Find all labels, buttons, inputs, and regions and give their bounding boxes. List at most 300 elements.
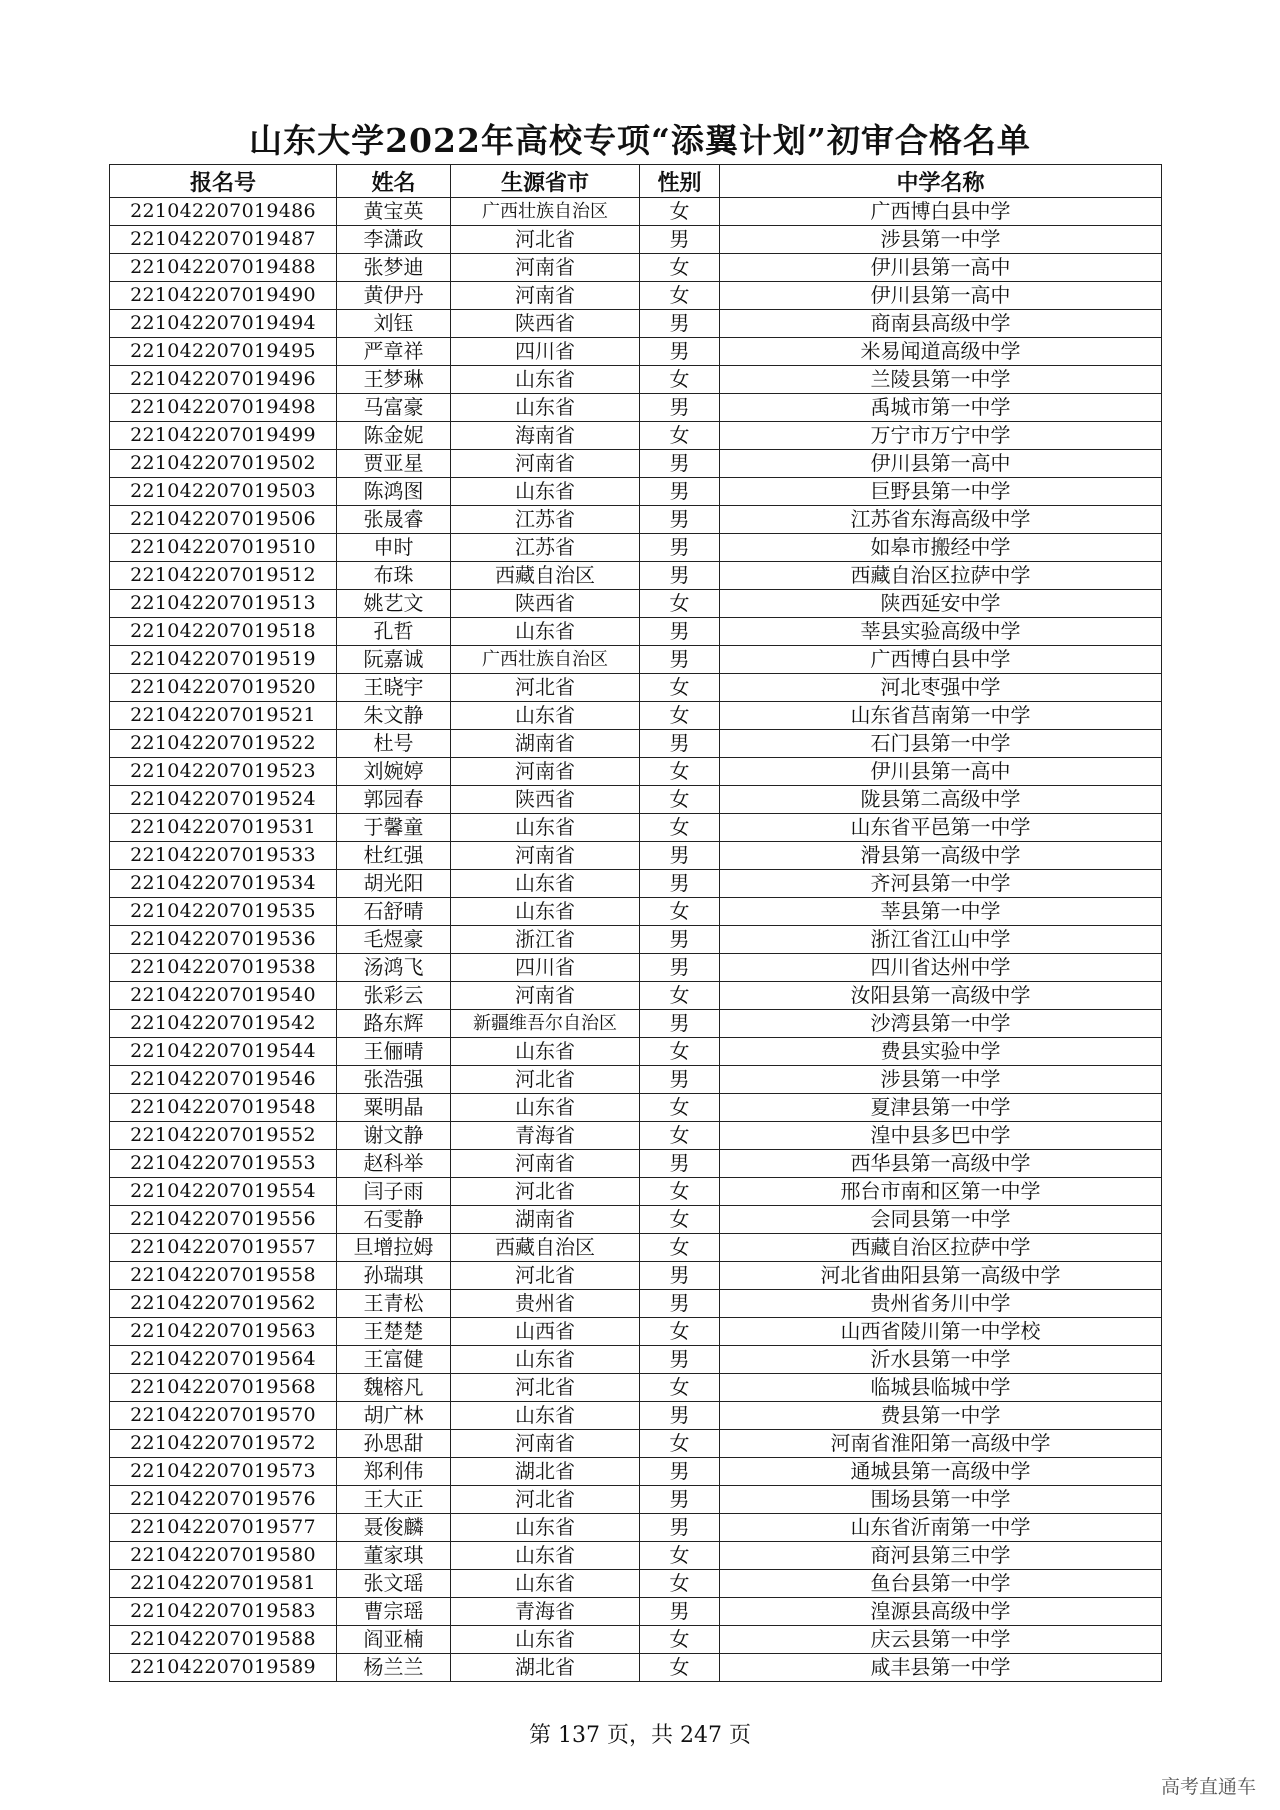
- province-cell: 河南省: [451, 450, 640, 478]
- gender-cell: 女: [640, 758, 720, 786]
- school-cell: 咸丰县第一中学: [720, 1654, 1162, 1682]
- school-cell: 浙江省江山中学: [720, 926, 1162, 954]
- table-row: [110, 1234, 1162, 1262]
- school-cell: 鱼台县第一中学: [720, 1570, 1162, 1598]
- province-cell: 河北省: [451, 1262, 640, 1290]
- province-cell: 河北省: [451, 1374, 640, 1402]
- province-cell: 海南省: [451, 422, 640, 450]
- table-row: [110, 506, 1162, 534]
- gender-cell: 女: [640, 1038, 720, 1066]
- school-cell: 江苏省东海高级中学: [720, 506, 1162, 534]
- page-title: 山东大学2022年高校专项“添翼计划”初审合格名单: [249, 121, 1031, 160]
- registration-number-cell: 221042207019510: [110, 534, 337, 562]
- gender-cell: 男: [640, 842, 720, 870]
- province-cell: 河北省: [451, 1486, 640, 1514]
- gender-cell: 男: [640, 618, 720, 646]
- registration-number-cell: 221042207019552: [110, 1122, 337, 1150]
- table-row: [110, 1430, 1162, 1458]
- registration-number-cell: 221042207019580: [110, 1542, 337, 1570]
- table-row: [110, 1570, 1162, 1598]
- name-cell: 杨兰兰: [337, 1654, 451, 1682]
- school-cell: 山东省沂南第一中学: [720, 1514, 1162, 1542]
- province-cell: 河南省: [451, 842, 640, 870]
- school-cell: 广西博白县中学: [720, 198, 1162, 226]
- page-number-footer: 第 137 页，共 247 页: [529, 1723, 751, 1748]
- registration-number-cell: 221042207019564: [110, 1346, 337, 1374]
- registration-number-cell: 221042207019490: [110, 282, 337, 310]
- registration-number-cell: 221042207019544: [110, 1038, 337, 1066]
- name-cell: 黄伊丹: [337, 282, 451, 310]
- school-cell: 商南县高级中学: [720, 310, 1162, 338]
- name-cell: 王楚楚: [337, 1318, 451, 1346]
- school-cell: 西藏自治区拉萨中学: [720, 1234, 1162, 1262]
- registration-number-cell: 221042207019531: [110, 814, 337, 842]
- registration-number-cell: 221042207019554: [110, 1178, 337, 1206]
- gender-cell: 女: [640, 1374, 720, 1402]
- province-cell: 湖南省: [451, 1206, 640, 1234]
- gender-cell: 女: [640, 282, 720, 310]
- table-row: [110, 310, 1162, 338]
- school-cell: 禹城市第一中学: [720, 394, 1162, 422]
- registration-number-cell: 221042207019577: [110, 1514, 337, 1542]
- province-cell: 新疆维吾尔自治区: [451, 1010, 640, 1038]
- gender-cell: 男: [640, 1402, 720, 1430]
- name-cell: 贾亚星: [337, 450, 451, 478]
- gender-cell: 男: [640, 394, 720, 422]
- school-cell: 伊川县第一高中: [720, 758, 1162, 786]
- table-row: [110, 1038, 1162, 1066]
- registration-number-cell: 221042207019562: [110, 1290, 337, 1318]
- registration-number-cell: 221042207019583: [110, 1598, 337, 1626]
- province-cell: 山东省: [451, 1514, 640, 1542]
- province-cell: 河北省: [451, 226, 640, 254]
- school-cell: 湟中县多巴中学: [720, 1122, 1162, 1150]
- name-cell: 毛煜豪: [337, 926, 451, 954]
- school-cell: 沙湾县第一中学: [720, 1010, 1162, 1038]
- roster-table: [109, 164, 1162, 1682]
- name-cell: 阎亚楠: [337, 1626, 451, 1654]
- gender-cell: 女: [640, 786, 720, 814]
- name-cell: 马富豪: [337, 394, 451, 422]
- registration-number-cell: 221042207019542: [110, 1010, 337, 1038]
- table-row: [110, 226, 1162, 254]
- school-cell: 费县第一中学: [720, 1402, 1162, 1430]
- name-cell: 董家琪: [337, 1542, 451, 1570]
- table-row: [110, 898, 1162, 926]
- school-cell: 西藏自治区拉萨中学: [720, 562, 1162, 590]
- registration-number-cell: 221042207019486: [110, 198, 337, 226]
- school-cell: 围场县第一中学: [720, 1486, 1162, 1514]
- name-cell: 杜号: [337, 730, 451, 758]
- column-header-school: 中学名称: [720, 165, 1162, 198]
- table-row: [110, 338, 1162, 366]
- school-cell: 莘县实验高级中学: [720, 618, 1162, 646]
- table-row: [110, 1654, 1162, 1682]
- table-row: [110, 618, 1162, 646]
- province-cell: 湖北省: [451, 1654, 640, 1682]
- registration-number-cell: 221042207019553: [110, 1150, 337, 1178]
- table-row: [110, 450, 1162, 478]
- gender-cell: 男: [640, 926, 720, 954]
- school-cell: 陕西延安中学: [720, 590, 1162, 618]
- name-cell: 孙思甜: [337, 1430, 451, 1458]
- table-body: [110, 198, 1162, 1682]
- table-row: [110, 1402, 1162, 1430]
- province-cell: 江苏省: [451, 506, 640, 534]
- gender-cell: 女: [640, 1206, 720, 1234]
- school-cell: 巨野县第一中学: [720, 478, 1162, 506]
- gender-cell: 女: [640, 590, 720, 618]
- school-cell: 贵州省务川中学: [720, 1290, 1162, 1318]
- province-cell: 山东省: [451, 1626, 640, 1654]
- province-cell: 河南省: [451, 1150, 640, 1178]
- province-cell: 湖南省: [451, 730, 640, 758]
- table-row: [110, 1094, 1162, 1122]
- table-row: [110, 1290, 1162, 1318]
- table-row: [110, 842, 1162, 870]
- province-cell: 山东省: [451, 1038, 640, 1066]
- registration-number-cell: 221042207019488: [110, 254, 337, 282]
- province-cell: 陕西省: [451, 310, 640, 338]
- gender-cell: 女: [640, 1570, 720, 1598]
- gender-cell: 女: [640, 1122, 720, 1150]
- school-cell: 山东省莒南第一中学: [720, 702, 1162, 730]
- name-cell: 聂俊麟: [337, 1514, 451, 1542]
- school-cell: 米易闻道高级中学: [720, 338, 1162, 366]
- school-cell: 伊川县第一高中: [720, 450, 1162, 478]
- registration-number-cell: 221042207019570: [110, 1402, 337, 1430]
- province-cell: 山东省: [451, 1346, 640, 1374]
- gender-cell: 女: [640, 366, 720, 394]
- name-cell: 姚艺文: [337, 590, 451, 618]
- table-row: [110, 366, 1162, 394]
- table-row: [110, 1318, 1162, 1346]
- name-cell: 孔哲: [337, 618, 451, 646]
- registration-number-cell: 221042207019518: [110, 618, 337, 646]
- name-cell: 赵科举: [337, 1150, 451, 1178]
- province-cell: 西藏自治区: [451, 1234, 640, 1262]
- registration-number-cell: 221042207019558: [110, 1262, 337, 1290]
- registration-number-cell: 221042207019499: [110, 422, 337, 450]
- province-cell: 山西省: [451, 1318, 640, 1346]
- school-cell: 万宁市万宁中学: [720, 422, 1162, 450]
- registration-number-cell: 221042207019496: [110, 366, 337, 394]
- registration-number-cell: 221042207019495: [110, 338, 337, 366]
- school-cell: 伊川县第一高中: [720, 282, 1162, 310]
- school-cell: 夏津县第一中学: [720, 1094, 1162, 1122]
- school-cell: 河南省淮阳第一高级中学: [720, 1430, 1162, 1458]
- school-cell: 通城县第一高级中学: [720, 1458, 1162, 1486]
- registration-number-cell: 221042207019573: [110, 1458, 337, 1486]
- table-row: [110, 814, 1162, 842]
- gender-cell: 女: [640, 1430, 720, 1458]
- registration-number-cell: 221042207019512: [110, 562, 337, 590]
- province-cell: 山东省: [451, 394, 640, 422]
- table-row: [110, 562, 1162, 590]
- province-cell: 陕西省: [451, 590, 640, 618]
- province-cell: 青海省: [451, 1598, 640, 1626]
- name-cell: 王梦琳: [337, 366, 451, 394]
- table-row: [110, 422, 1162, 450]
- province-cell: 四川省: [451, 954, 640, 982]
- table-row: [110, 982, 1162, 1010]
- table-row: [110, 926, 1162, 954]
- name-cell: 胡光阳: [337, 870, 451, 898]
- column-header-name: 姓名: [337, 165, 451, 198]
- province-cell: 山东省: [451, 814, 640, 842]
- province-cell: 山东省: [451, 1094, 640, 1122]
- gender-cell: 男: [640, 226, 720, 254]
- school-cell: 兰陵县第一中学: [720, 366, 1162, 394]
- gender-cell: 女: [640, 1318, 720, 1346]
- table-row: [110, 1626, 1162, 1654]
- gender-cell: 男: [640, 730, 720, 758]
- province-cell: 贵州省: [451, 1290, 640, 1318]
- name-cell: 王大正: [337, 1486, 451, 1514]
- province-cell: 河南省: [451, 1430, 640, 1458]
- table-row: [110, 1010, 1162, 1038]
- school-cell: 费县实验中学: [720, 1038, 1162, 1066]
- column-header-province: 生源省市: [451, 165, 640, 198]
- province-cell: 广西壮族自治区: [451, 646, 640, 674]
- gender-cell: 男: [640, 646, 720, 674]
- gender-cell: 男: [640, 1066, 720, 1094]
- table-row: [110, 394, 1162, 422]
- province-cell: 山东省: [451, 1542, 640, 1570]
- registration-number-cell: 221042207019506: [110, 506, 337, 534]
- gender-cell: 男: [640, 338, 720, 366]
- name-cell: 张梦迪: [337, 254, 451, 282]
- gender-cell: 男: [640, 450, 720, 478]
- name-cell: 刘婉婷: [337, 758, 451, 786]
- school-cell: 西华县第一高级中学: [720, 1150, 1162, 1178]
- name-cell: 石雯静: [337, 1206, 451, 1234]
- school-cell: 四川省达州中学: [720, 954, 1162, 982]
- province-cell: 河北省: [451, 674, 640, 702]
- registration-number-cell: 221042207019502: [110, 450, 337, 478]
- province-cell: 广西壮族自治区: [451, 198, 640, 226]
- gender-cell: 男: [640, 1150, 720, 1178]
- province-cell: 河北省: [451, 1066, 640, 1094]
- province-cell: 青海省: [451, 1122, 640, 1150]
- name-cell: 汤鸿飞: [337, 954, 451, 982]
- table-row: [110, 702, 1162, 730]
- registration-number-cell: 221042207019581: [110, 1570, 337, 1598]
- name-cell: 申时: [337, 534, 451, 562]
- gender-cell: 女: [640, 982, 720, 1010]
- table-row: [110, 1206, 1162, 1234]
- gender-cell: 女: [640, 898, 720, 926]
- school-cell: 湟源县高级中学: [720, 1598, 1162, 1626]
- school-cell: 商河县第三中学: [720, 1542, 1162, 1570]
- table-row: [110, 730, 1162, 758]
- province-cell: 山东省: [451, 366, 640, 394]
- name-cell: 孙瑞琪: [337, 1262, 451, 1290]
- name-cell: 路东辉: [337, 1010, 451, 1038]
- table-row: [110, 674, 1162, 702]
- name-cell: 张彩云: [337, 982, 451, 1010]
- name-cell: 朱文静: [337, 702, 451, 730]
- registration-number-cell: 221042207019546: [110, 1066, 337, 1094]
- registration-number-cell: 221042207019568: [110, 1374, 337, 1402]
- table-row: [110, 758, 1162, 786]
- registration-number-cell: 221042207019513: [110, 590, 337, 618]
- gender-cell: 男: [640, 1290, 720, 1318]
- registration-number-cell: 221042207019503: [110, 478, 337, 506]
- gender-cell: 女: [640, 1542, 720, 1570]
- school-cell: 山西省陵川第一中学校: [720, 1318, 1162, 1346]
- table-row: [110, 1346, 1162, 1374]
- name-cell: 王富健: [337, 1346, 451, 1374]
- table-row: [110, 1542, 1162, 1570]
- registration-number-cell: 221042207019563: [110, 1318, 337, 1346]
- province-cell: 浙江省: [451, 926, 640, 954]
- gender-cell: 男: [640, 1514, 720, 1542]
- table-row: [110, 1514, 1162, 1542]
- table-row: [110, 646, 1162, 674]
- registration-number-cell: 221042207019572: [110, 1430, 337, 1458]
- school-cell: 沂水县第一中学: [720, 1346, 1162, 1374]
- gender-cell: 男: [640, 870, 720, 898]
- table-header-row: [110, 165, 1162, 198]
- province-cell: 山东省: [451, 1570, 640, 1598]
- province-cell: 山东省: [451, 478, 640, 506]
- name-cell: 黄宝英: [337, 198, 451, 226]
- registration-number-cell: 221042207019556: [110, 1206, 337, 1234]
- province-cell: 山东省: [451, 702, 640, 730]
- registration-number-cell: 221042207019521: [110, 702, 337, 730]
- table-row: [110, 1458, 1162, 1486]
- name-cell: 杜红强: [337, 842, 451, 870]
- column-header-registration-number: 报名号: [110, 165, 337, 198]
- gender-cell: 男: [640, 534, 720, 562]
- school-cell: 河北枣强中学: [720, 674, 1162, 702]
- school-cell: 齐河县第一中学: [720, 870, 1162, 898]
- gender-cell: 女: [640, 814, 720, 842]
- school-cell: 石门县第一中学: [720, 730, 1162, 758]
- school-cell: 涉县第一中学: [720, 1066, 1162, 1094]
- gender-cell: 男: [640, 1262, 720, 1290]
- watermark-text: 高考直通车: [1160, 1776, 1256, 1798]
- school-cell: 滑县第一高级中学: [720, 842, 1162, 870]
- gender-cell: 男: [640, 562, 720, 590]
- name-cell: 刘钰: [337, 310, 451, 338]
- gender-cell: 女: [640, 1654, 720, 1682]
- table-row: [110, 1262, 1162, 1290]
- table-row: [110, 870, 1162, 898]
- name-cell: 闫子雨: [337, 1178, 451, 1206]
- province-cell: 山东省: [451, 898, 640, 926]
- name-cell: 陈鸿图: [337, 478, 451, 506]
- school-cell: 陇县第二高级中学: [720, 786, 1162, 814]
- registration-number-cell: 221042207019498: [110, 394, 337, 422]
- gender-cell: 女: [640, 1234, 720, 1262]
- province-cell: 河南省: [451, 282, 640, 310]
- province-cell: 江苏省: [451, 534, 640, 562]
- name-cell: 张晟睿: [337, 506, 451, 534]
- registration-number-cell: 221042207019520: [110, 674, 337, 702]
- table-row: [110, 198, 1162, 226]
- name-cell: 布珠: [337, 562, 451, 590]
- school-cell: 伊川县第一高中: [720, 254, 1162, 282]
- table-row: [110, 282, 1162, 310]
- table-row: [110, 1066, 1162, 1094]
- registration-number-cell: 221042207019536: [110, 926, 337, 954]
- name-cell: 谢文静: [337, 1122, 451, 1150]
- province-cell: 山东省: [451, 1402, 640, 1430]
- table-row: [110, 1122, 1162, 1150]
- registration-number-cell: 221042207019540: [110, 982, 337, 1010]
- gender-cell: 女: [640, 702, 720, 730]
- registration-number-cell: 221042207019538: [110, 954, 337, 982]
- registration-number-cell: 221042207019533: [110, 842, 337, 870]
- registration-number-cell: 221042207019576: [110, 1486, 337, 1514]
- name-cell: 粟明晶: [337, 1094, 451, 1122]
- province-cell: 山东省: [451, 618, 640, 646]
- registration-number-cell: 221042207019534: [110, 870, 337, 898]
- registration-number-cell: 221042207019487: [110, 226, 337, 254]
- name-cell: 王俪晴: [337, 1038, 451, 1066]
- gender-cell: 男: [640, 1486, 720, 1514]
- name-cell: 胡广林: [337, 1402, 451, 1430]
- gender-cell: 男: [640, 1598, 720, 1626]
- table-row: [110, 1150, 1162, 1178]
- gender-cell: 男: [640, 478, 720, 506]
- gender-cell: 女: [640, 1178, 720, 1206]
- province-cell: 四川省: [451, 338, 640, 366]
- name-cell: 王青松: [337, 1290, 451, 1318]
- name-cell: 旦增拉姆: [337, 1234, 451, 1262]
- name-cell: 阮嘉诚: [337, 646, 451, 674]
- name-cell: 曹宗瑶: [337, 1598, 451, 1626]
- name-cell: 郑利伟: [337, 1458, 451, 1486]
- school-cell: 会同县第一中学: [720, 1206, 1162, 1234]
- name-cell: 于馨童: [337, 814, 451, 842]
- registration-number-cell: 221042207019523: [110, 758, 337, 786]
- gender-cell: 女: [640, 422, 720, 450]
- province-cell: 河南省: [451, 758, 640, 786]
- registration-number-cell: 221042207019524: [110, 786, 337, 814]
- registration-number-cell: 221042207019519: [110, 646, 337, 674]
- province-cell: 山东省: [451, 870, 640, 898]
- table-row: [110, 590, 1162, 618]
- table-row: [110, 1178, 1162, 1206]
- school-cell: 庆云县第一中学: [720, 1626, 1162, 1654]
- gender-cell: 男: [640, 1346, 720, 1374]
- name-cell: 李潇政: [337, 226, 451, 254]
- gender-cell: 女: [640, 674, 720, 702]
- table-row: [110, 478, 1162, 506]
- province-cell: 河北省: [451, 1178, 640, 1206]
- province-cell: 陕西省: [451, 786, 640, 814]
- school-cell: 广西博白县中学: [720, 646, 1162, 674]
- name-cell: 陈金妮: [337, 422, 451, 450]
- registration-number-cell: 221042207019548: [110, 1094, 337, 1122]
- table-row: [110, 254, 1162, 282]
- name-cell: 魏榕凡: [337, 1374, 451, 1402]
- name-cell: 严章祥: [337, 338, 451, 366]
- registration-number-cell: 221042207019589: [110, 1654, 337, 1682]
- province-cell: 西藏自治区: [451, 562, 640, 590]
- gender-cell: 女: [640, 198, 720, 226]
- table-row: [110, 786, 1162, 814]
- school-cell: 如皋市搬经中学: [720, 534, 1162, 562]
- school-cell: 河北省曲阳县第一高级中学: [720, 1262, 1162, 1290]
- school-cell: 邢台市南和区第一中学: [720, 1178, 1162, 1206]
- gender-cell: 女: [640, 254, 720, 282]
- school-cell: 莘县第一中学: [720, 898, 1162, 926]
- name-cell: 王晓宇: [337, 674, 451, 702]
